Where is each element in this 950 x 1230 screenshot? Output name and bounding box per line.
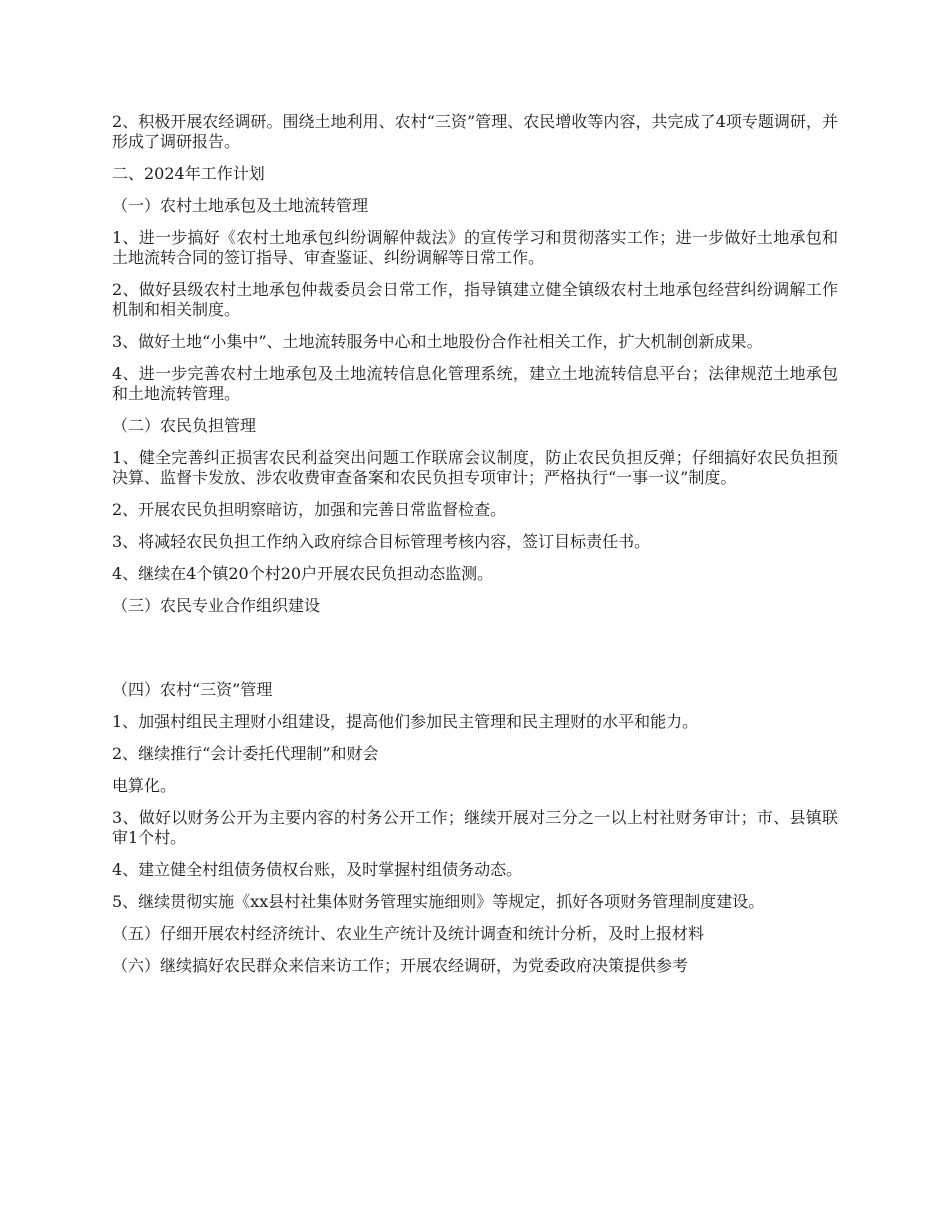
subsection-title-cooperative: （三）农民专业合作组织建设 xyxy=(112,596,321,615)
list-item: 3、将减轻农民负担工作纳入政府综合目标管理考核内容，签订目标责任书。 xyxy=(112,532,651,551)
subsection-title-burden: （二）农民负担管理 xyxy=(112,416,257,435)
list-item: 2、继续推行“会计委托代理制”和财会 xyxy=(112,744,379,763)
section-title-2024-plan: 二、2024年工作计划 xyxy=(112,164,265,183)
subsection-title-assets: （四）农村“三资”管理 xyxy=(112,680,273,699)
list-item: 2、开展农民负担明察暗访，加强和完善日常监督检查。 xyxy=(112,500,507,519)
subsection-title-land: （一）农村土地承包及土地流转管理 xyxy=(112,196,369,215)
document-body xyxy=(112,112,838,988)
list-item: 3、做好以财务公开为主要内容的村务公开工作；继续开展对三分之一以上村社财务审计；市、县镇联审1个村。 xyxy=(112,808,838,847)
list-item: 4、进一步完善农村土地承包及土地流转信息化管理系统，建立土地流转信息平台；法律规范土地承包和土地流转管理。 xyxy=(112,364,838,403)
list-item: 2、做好县级农村土地承包仲裁委员会日常工作，指导镇建立健全镇级农村土地承包经营纠纷调解工作机制和相关制度。 xyxy=(112,280,838,319)
blank-space xyxy=(112,628,838,680)
list-item: 4、建立健全村组债务债权台账，及时掌握村组债务动态。 xyxy=(112,860,523,879)
list-item: 3、做好土地“小集中”、土地流转服务中心和土地股份合作社相关工作，扩大机制创新成果。 xyxy=(112,332,763,351)
subsection-title-petitions: （六）继续搞好农民群众来信来访工作；开展农经调研，为党委政府决策提供参考 xyxy=(112,956,689,975)
list-item: 5、继续贯彻实施《xx县村社集体财务管理实施细则》等规定，抓好各项财务管理制度建设。 xyxy=(112,892,765,911)
list-item: 1、健全完善纠正损害农民利益突出问题工作联席会议制度，防止农民负担反弹；仔细搞好农民负担预决算、监督卡发放、涉农收费审查备案和农民负担专项审计；严格执行“一事一议”制度。 xyxy=(112,448,838,487)
paragraph-research: 2、积极开展农经调研。围绕土地利用、农村“三资”管理、农民增收等内容，共完成了4项专题调研，并形成了调研报告。 xyxy=(112,112,838,151)
list-item: 4、继续在4个镇20个村20户开展农民负担动态监测。 xyxy=(112,564,494,583)
subsection-title-statistics: （五）仔细开展农村经济统计、农业生产统计及统计调查和统计分析，及时上报材料 xyxy=(112,924,705,943)
list-item: 1、进一步搞好《农村土地承包纠纷调解仲裁法》的宣传学习和贯彻落实工作；进一步做好土地承包和土地流转合同的签订指导、审查鉴证、纠纷调解等日常工作。 xyxy=(112,228,838,267)
list-item: 电算化。 xyxy=(112,776,177,795)
list-item: 1、加强村组民主理财小组建设，提高他们参加民主管理和民主理财的水平和能力。 xyxy=(112,712,699,731)
